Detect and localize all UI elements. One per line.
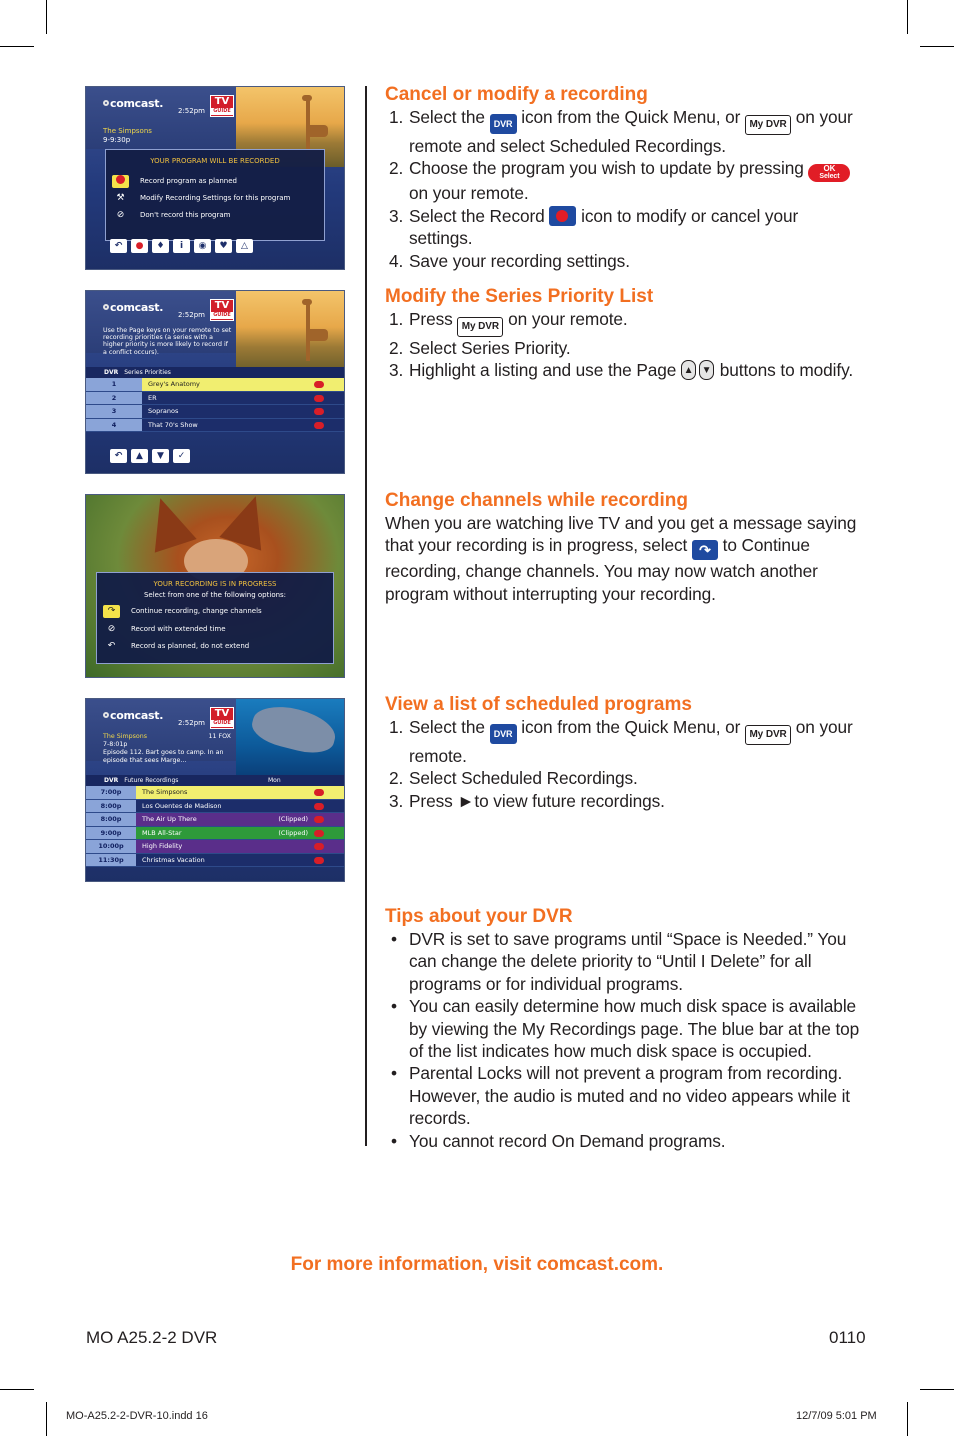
- tips-list: [385, 928, 865, 1152]
- section-series-priority: [385, 286, 865, 382]
- list-item: 4. Save your recording settings.: [389, 250, 630, 271]
- fox-graphic: [139, 494, 196, 553]
- comcast-logo: comcast.: [103, 301, 163, 314]
- section-tips: [385, 906, 865, 1152]
- crop-mark: [920, 1389, 954, 1390]
- comcast-logo: comcast.: [103, 709, 163, 722]
- steps-list: [385, 308, 865, 382]
- option-record-as-planned[interactable]: ↶ Record as planned, do not extend: [103, 638, 333, 656]
- more-info-link[interactable]: For more information, visit comcast.com.: [290, 1254, 664, 1275]
- mydvr-key-icon: My DVR: [745, 115, 791, 135]
- date-slug: 12/7/09 5:01 PM: [796, 1410, 877, 1422]
- page-keys-icon: ▲ ▼: [681, 359, 715, 381]
- list-item: 1. Press My DVR on your remote.: [385, 308, 865, 337]
- tvguide-logo: TV GUIDE: [210, 95, 234, 117]
- record-popup: [105, 149, 325, 241]
- series-priority-grid: [86, 367, 344, 432]
- list-item: • You can easily determine how much disk space is available by viewing the My Recordings page. The blue bar at the top of the list indicates how much disk space is occupied.: [385, 995, 865, 1062]
- record-icon: [314, 408, 324, 415]
- priority-instructions: Use the Page keys on your remote to set recording priorities (a series with a higher priority is more likely to record if a conflict occurs).: [103, 327, 232, 356]
- wrench-icon: ⚒: [116, 193, 125, 203]
- future-recordings-grid: [86, 775, 344, 867]
- dolphin-image: [236, 699, 345, 777]
- crop-mark: [46, 0, 47, 34]
- crop-mark: [907, 1402, 908, 1436]
- section-scheduled-programs: [385, 694, 865, 812]
- table-row[interactable]: 3 Sopranos: [86, 405, 344, 419]
- steps-list: [385, 106, 865, 272]
- crop-mark: [0, 46, 34, 47]
- section-cancel-modify: [385, 84, 865, 272]
- back-icon[interactable]: ↶: [110, 449, 127, 463]
- table-row[interactable]: 2 ER: [86, 392, 344, 406]
- tvguide-logo: TV GUIDE: [210, 707, 234, 729]
- list-item: • You cannot record On Demand programs.: [385, 1130, 865, 1152]
- page-up-icon[interactable]: ▲: [131, 449, 148, 463]
- crop-mark: [46, 1402, 47, 1436]
- record-icon: [314, 803, 324, 810]
- dvr-key-icon: DVR: [490, 114, 517, 134]
- option-record-as-planned[interactable]: Record program as planned: [112, 173, 324, 190]
- column-divider: [365, 86, 367, 1146]
- clock: 2:52pm: [178, 107, 205, 115]
- comcast-logo: comcast.: [103, 97, 163, 110]
- record-icon: [314, 816, 324, 823]
- table-row[interactable]: 8:00p The Air Up There (Clipped): [86, 813, 344, 827]
- in-progress-popup: [96, 572, 334, 664]
- document-date-code: 0110: [829, 1328, 866, 1347]
- section-title: Modify the Series Priority List: [385, 286, 654, 307]
- info-icon[interactable]: i: [173, 239, 190, 253]
- list-item: 1. Select the DVR icon from the Quick Menu, or My DVR on your remote.: [389, 717, 853, 766]
- continue-icon: ↷: [103, 605, 120, 618]
- record-key-icon: [549, 206, 576, 226]
- popup-subtitle: Select from one of the following options:: [143, 591, 287, 599]
- grid-header: DVR Series Priorities: [86, 367, 344, 378]
- option-dont-record[interactable]: ⊘ Don't record this program: [112, 207, 324, 224]
- list-item: • DVR is set to save programs until “Space is Needed.” You can change the delete priority to “Until I Delete” for all programs or for individual programs.: [385, 928, 865, 995]
- record-icon: [314, 843, 324, 850]
- list-item: 3. Highlight a listing and use the Page ▲ ▼ buttons to modify.: [389, 360, 854, 381]
- bell-icon[interactable]: ♦: [152, 239, 169, 253]
- no-icon: ⊘: [107, 623, 116, 634]
- mydvr-key-icon: My DVR: [745, 725, 791, 745]
- section-change-channels: [385, 490, 865, 605]
- popup-title: YOUR RECORDING IS IN PROGRESS: [153, 580, 277, 588]
- option-continue-recording[interactable]: ↷ Continue recording, change channels: [103, 603, 333, 621]
- list-item: 3. Select the Record icon to modify or cancel your settings.: [389, 205, 799, 249]
- mydvr-key-icon: My DVR: [457, 317, 503, 337]
- giraffe-graphic: [306, 303, 320, 361]
- heart-icon[interactable]: ♥: [215, 239, 232, 253]
- tvguide-logo: TV GUIDE: [210, 299, 234, 321]
- lock-icon[interactable]: △: [236, 239, 253, 253]
- record-icon: [314, 395, 324, 402]
- record-icon: [314, 422, 324, 429]
- list-item: • Parental Locks will not prevent a program from recording. However, the audio is muted and no video appears while it records.: [385, 1062, 865, 1129]
- check-icon[interactable]: ✓: [173, 449, 190, 463]
- option-extended-time[interactable]: ⊘ Record with extended time: [103, 621, 333, 639]
- table-row[interactable]: 10:00p High Fidelity: [86, 840, 344, 854]
- record-icon: [314, 857, 324, 864]
- table-row[interactable]: 7:00p The Simpsons: [86, 786, 344, 800]
- record-icon: [314, 830, 324, 837]
- list-item: 2. Choose the program you wish to update by pressing OK Select on your remote.: [385, 157, 865, 204]
- quick-toolbar: [110, 239, 253, 253]
- section-title: View a list of scheduled programs: [385, 694, 692, 715]
- back-icon[interactable]: ↶: [110, 239, 127, 253]
- table-row[interactable]: 11:30p Christmas Vacation: [86, 854, 344, 868]
- list-item: 2. Select Series Priority.: [389, 338, 571, 358]
- option-modify-settings[interactable]: ⚒ Modify Recording Settings for this program: [112, 190, 324, 207]
- screenshot-recording-in-progress: [85, 494, 345, 678]
- crop-mark: [907, 0, 908, 34]
- screenshot-future-recordings: [85, 698, 345, 882]
- table-row[interactable]: 1 Grey's Anatomy: [86, 378, 344, 392]
- eye-icon[interactable]: ◉: [194, 239, 211, 253]
- grid-header: DVR Future Recordings Mon: [86, 775, 344, 786]
- steps-list: [385, 716, 865, 812]
- popup-title: YOUR PROGRAM WILL BE RECORDED: [150, 157, 280, 165]
- record-icon: [112, 175, 129, 188]
- no-icon: ⊘: [116, 210, 125, 220]
- day-selector[interactable]: Mon: [268, 777, 281, 784]
- table-row[interactable]: 8:00p Los Ouentes de Madison: [86, 800, 344, 814]
- file-slug: MO-A25.2-2-DVR-10.indd 16: [66, 1410, 208, 1422]
- crop-mark: [0, 1389, 34, 1390]
- dvr-key-icon: DVR: [490, 724, 517, 744]
- crop-mark: [920, 46, 954, 47]
- table-row[interactable]: 4 That 70's Show: [86, 419, 344, 433]
- program-info: The Simpsons 11 FOX 7-8:01p Episode 112. Bart goes to camp. In an episode that sees Marge...: [103, 733, 231, 764]
- section-title: Change channels while recording: [385, 490, 689, 511]
- continue-key-icon: ↷: [692, 540, 718, 560]
- screenshot-record-popup: [85, 86, 345, 270]
- document-code: MO A25.2-2 DVR: [86, 1328, 218, 1347]
- quick-toolbar: [110, 449, 190, 463]
- table-row[interactable]: 9:00p MLB All-Star (Clipped): [86, 827, 344, 841]
- record-icon: [314, 381, 324, 388]
- clock: 2:52pm: [178, 719, 205, 727]
- savanna-image: [236, 291, 345, 371]
- record-icon: [314, 789, 324, 796]
- ok-select-key-icon: OK Select: [808, 164, 850, 182]
- program-info: The Simpsons 9-9:30p: [103, 127, 152, 144]
- list-item: 2. Select Scheduled Recordings.: [389, 768, 638, 789]
- back-icon: ↶: [107, 641, 116, 651]
- record-icon[interactable]: ●: [131, 239, 148, 253]
- list-item: 1. Select the DVR icon from the Quick Menu, or My DVR on your remote and select Scheduled Recordings.: [389, 107, 853, 156]
- page-down-icon[interactable]: ▼: [152, 449, 169, 463]
- clock: 2:52pm: [178, 311, 205, 319]
- body-text: When you are watching live TV and you get a message saying that your recording is in progress, select ↷ to Continue recording, change channels. You may now watch another program without interrupting your recording.: [385, 513, 857, 604]
- screenshot-series-priorities: [85, 290, 345, 474]
- list-item: 3. Press ►to view future recordings.: [389, 790, 665, 811]
- section-title: Tips about your DVR: [385, 906, 573, 927]
- section-title: Cancel or modify a recording: [385, 84, 648, 105]
